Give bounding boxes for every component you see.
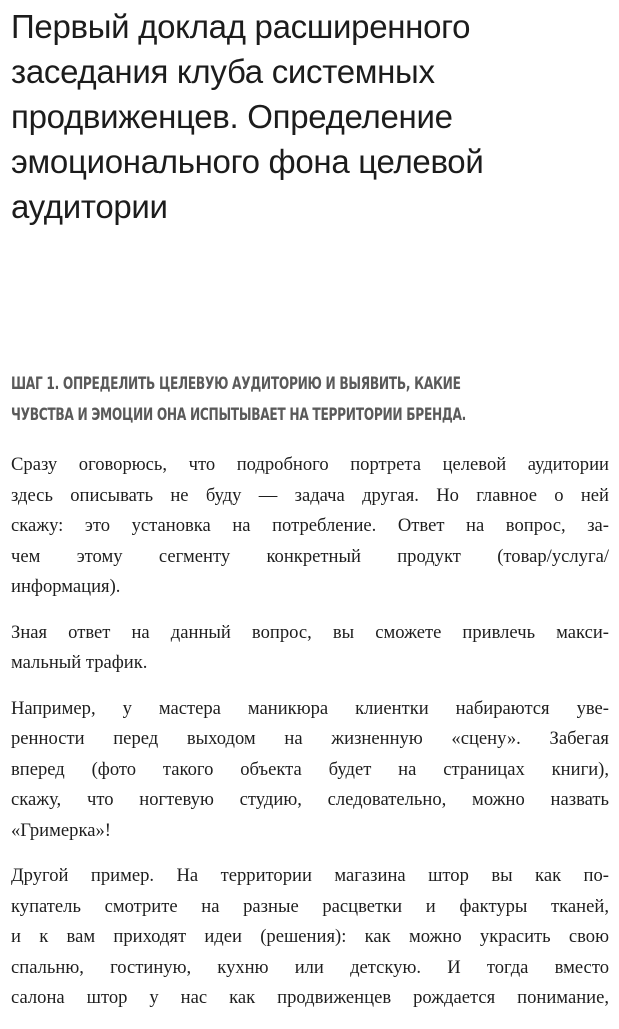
paragraph-line: купатель смотрите на разные расцветки и фактуры тканей,: [11, 895, 609, 917]
chapter-title-line: аудитории: [11, 188, 168, 225]
paragraph-line: скажу: это установка на потребление. Ответ на вопрос, за-: [11, 515, 609, 536]
step-heading: [11, 368, 596, 430]
paragraph-line: скажу, что ногтевую студию, следовательно, можно назвать: [11, 789, 609, 810]
paragraph-line: спальню, гостиную, кухню или детскую. И тогда вместо: [11, 956, 609, 978]
paragraph-line: Зная ответ на данный вопрос, вы сможете привлечь макси-: [11, 621, 609, 643]
paragraph-line: «Гримерка»!: [11, 819, 111, 841]
paragraph-line: вперед (фото такого объекта будет на страницах книги),: [11, 758, 609, 780]
paragraph-line: ренности перед выходом на жизненную «сцену». Забегая: [11, 728, 609, 749]
chapter-title-line: эмоционального фона целевой: [11, 143, 484, 180]
paragraph-line: и к вам приходят идеи (решения): как можно украсить свою: [11, 926, 609, 947]
step-heading-line: ЧУВСТВА И ЭМОЦИИ ОНА ИСПЫТЫВАЕТ НА ТЕРРИТОРИИ БРЕНДА.: [11, 405, 467, 424]
paragraph-line: салона штор у нас как продвиженцев рождается понимание,: [11, 987, 609, 1008]
paragraph-line: мальный трафик.: [11, 652, 148, 673]
paragraph-line: Другой пример. На территории магазина штор вы как по-: [11, 865, 609, 886]
chapter-title-line: продвиженцев. Определение: [11, 98, 453, 135]
chapter-title-line: Первый доклад расширенного: [11, 8, 471, 45]
paragraph-line: информация).: [11, 576, 121, 597]
chapter-title-line: заседания клуба системных: [11, 53, 435, 90]
paragraph-line: Сразу оговорюсь, что подробного портрета целевой аудитории: [11, 454, 609, 475]
paragraph-line: Например, у мастера маникюра клиентки набираются уве-: [11, 697, 609, 719]
paragraph-line: чем этому сегменту конкретный продукт (товар/услуга/: [11, 545, 609, 567]
body-text: [11, 450, 609, 1029]
paragraph: [11, 694, 609, 847]
paragraph: [11, 450, 609, 603]
paragraph: [11, 861, 609, 1014]
step-heading-line: ШАГ 1. ОПРЕДЕЛИТЬ ЦЕЛЕВУЮ АУДИТОРИЮ И ВЫЯВИТЬ, КАКИЕ: [11, 374, 461, 393]
paragraph: [11, 618, 609, 679]
paragraph-line: здесь описывать не буду — задача другая. Но главное о ней: [11, 484, 609, 506]
chapter-title: [11, 0, 581, 229]
